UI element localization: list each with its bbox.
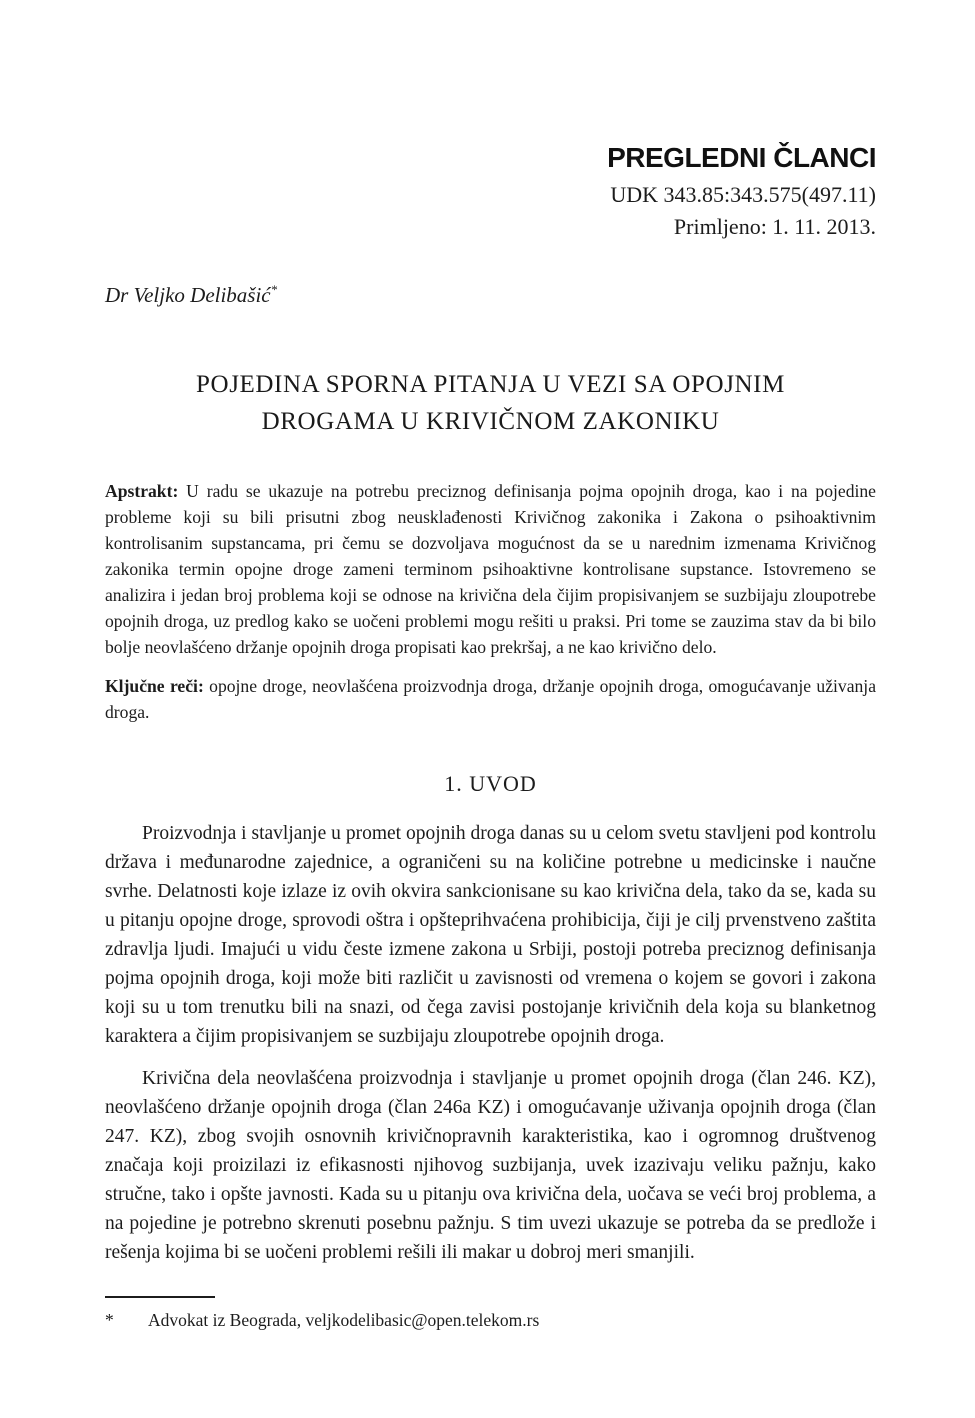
section-heading-uvod: 1. UVOD	[444, 771, 537, 796]
abstract	[105, 478, 876, 660]
footnote	[105, 1309, 876, 1331]
article-header	[105, 143, 876, 240]
keywords-label: Ključne reči:	[105, 676, 204, 696]
keywords	[105, 673, 876, 725]
article-category: PREGLEDNI ČLANCI	[607, 142, 876, 173]
footnote-marker: *	[105, 1310, 114, 1330]
udk-number: UDK 343.85:343.575(497.11)	[610, 182, 876, 207]
footnote-text: Advokat iz Beograda, veljkodelibasic@open.telekom.rs	[148, 1310, 540, 1330]
author-line	[105, 282, 876, 308]
body-paragraph-1: Proizvodnja i stavljanje u promet opojnih droga danas su u celom svetu stavljeni pod kontrolu država i međunarodne zajednice, a ograničeni su na količine potrebne u medicinske i naučne svrhe. Delatnosti koje izlaze iz ovih okvira sankcionisane su kao krivična dela, tako da se, kada su u pitanju opojne droge, sprovodi oštra i opšteprihvaćena prohibicija, čiji je cilj prvenstveno zaštita zdravlja ljudi. Imajući u vidu česte izmene zakona u Srbiji, postoji potreba preciznog definisanja pojma opojnih droga, koji može biti različit u zavisnosti od vremena o kojem se govori i zakona koji su u tom trenutku bili na snazi, od čega zavisi postojanje krivičnih dela koja su blanketnog karaktera a čijim propisivanjem se suzbijaju zloupotrebe opojnih droga.	[105, 823, 876, 1047]
article-title-line-1: POJEDINA SPORNA PITANJA U VEZI SA OPOJNIM	[196, 371, 785, 398]
abstract-label: Apstrakt:	[105, 481, 179, 501]
body-paragraph-2: Krivična dela neovlašćena proizvodnja i stavljanje u promet opojnih droga (član 246. KZ), neovlašćeno držanje opojnih droga (član 246a KZ) i omogućavanje uživanja opojnih droga (član 247. KZ), zbog svojih osnovnih krivičnopravnih karakteristika, kao i ogromnog društvenog značaja koji proizilazi iz efikasnosti njihovog suzbijanja, uvek izazivaju veliku pažnju, kako stručne, tako i opšte javnosti. Kada su u pitanju ova krivična dela, uočava se veći broj problema, a na pojedine je potrebno skrenuti posebnu pažnju. S tim uvezi ukazuje se potreba da se predlože i rešenja kojima bi se uočeni problemi rešili ili makar u dobroj meri smanjili.	[105, 1068, 876, 1263]
footnote-block	[105, 1296, 876, 1331]
keywords-text: opojne droge, neovlašćena proizvodnja droga, držanje opojnih droga, omogućavanje uživanja droga.	[105, 676, 877, 722]
received-date: Primljeno: 1. 11. 2013.	[673, 214, 876, 239]
article-title	[105, 366, 876, 440]
footnote-divider	[105, 1296, 215, 1298]
article-title-line-2: DROGAMA U KRIVIČNOM ZAKONIKU	[261, 408, 720, 435]
author-name: Dr Veljko Delibašić	[105, 283, 271, 307]
author-footnote-marker: *	[270, 282, 278, 297]
abstract-text: U radu se ukazuje na potrebu preciznog definisanja pojma opojnih droga, kao i na pojedine probleme koji su bili prisutni zbog neusklađenosti Krivičnog zakonika i Zakona o psihoaktivnim kontrolisanim supstancama, pri čemu se dozvoljava mogućnost da se u narednim izmenama Krivičnog zakonika termin opojne droge zameni terminom psihoaktivne kontrolisane supstance. Istovremeno se analizira i jedan broj problema koji se odnose na krivična dela čijim propisivanjem se suzbijaju zloupotrebe opojnih droga, uz predlog kako se uočeni problemi mogu rešiti u praksi. Pri tome se zauzima stav da bi bilo bolje neovlašćeno držanje opojnih droga propisati kao prekršaj, a ne kao krivično delo.	[105, 481, 876, 657]
